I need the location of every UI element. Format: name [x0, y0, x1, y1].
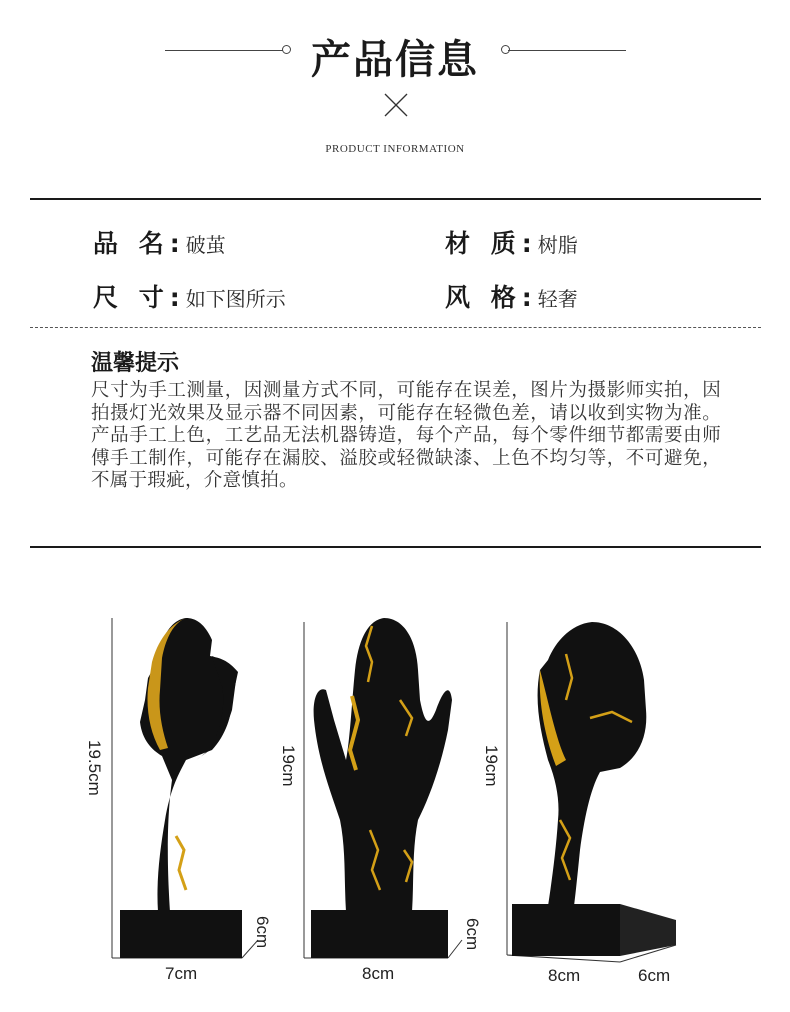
- figure-1: [120, 618, 242, 958]
- info-material-value: 树脂: [537, 233, 578, 257]
- info-style-label: 风 格:: [445, 283, 538, 312]
- header-line-right: [508, 50, 626, 51]
- info-style-value: 轻奢: [537, 287, 578, 311]
- figure-3: [512, 622, 676, 956]
- info-material-label: 材 质:: [445, 229, 538, 258]
- info-name-value: 破茧: [185, 233, 226, 257]
- tips-body: 尺寸为手工测量，因测量方式不同，可能存在误差，图片为摄影师实拍，因拍摄灯光效果及显示器不同因素，可能存在轻微色差，请以收到实物为准。产品手工上色，工艺品无法机器铸造，每个产品，每个零件细节都需要由师傅手工制作，可能存在漏胶、溢胶或轻微缺漆、上色不均匀等，不可避免，不属于瑕疵，介意慎拍。: [91, 380, 721, 491]
- info-size-label: 尺 寸:: [93, 283, 186, 312]
- info-size-value: 如下图所示: [185, 287, 286, 311]
- figures-illustration: [0, 600, 790, 1012]
- figure-3-depth: 6cm: [638, 966, 671, 985]
- divider-dashed: [30, 327, 761, 328]
- info-size: [93, 278, 286, 314]
- figure-1-depth: 6cm: [253, 916, 272, 949]
- page-title: 产品信息: [311, 37, 479, 83]
- figure-2-width: 8cm: [362, 964, 395, 983]
- figure-2-height: 19cm: [279, 745, 298, 787]
- tips-title: 温馨提示: [91, 351, 180, 376]
- figure-3-height: 19cm: [482, 745, 501, 787]
- info-style: [445, 278, 578, 314]
- figure-2: [311, 618, 452, 958]
- figure-1-height: 19.5cm: [85, 740, 104, 796]
- product-figures: [0, 600, 790, 1012]
- figure-2-depth: 6cm: [463, 918, 482, 951]
- info-material: [445, 224, 578, 260]
- divider-top: [30, 198, 761, 200]
- info-name: [93, 224, 226, 260]
- divider-bottom: [30, 546, 761, 548]
- figure-3-width: 8cm: [548, 966, 581, 985]
- cross-icon: [383, 92, 409, 118]
- info-name-label: 品 名:: [93, 229, 186, 258]
- figure-1-width: 7cm: [165, 964, 198, 983]
- page-subtitle: PRODUCT INFORMATION: [325, 143, 465, 155]
